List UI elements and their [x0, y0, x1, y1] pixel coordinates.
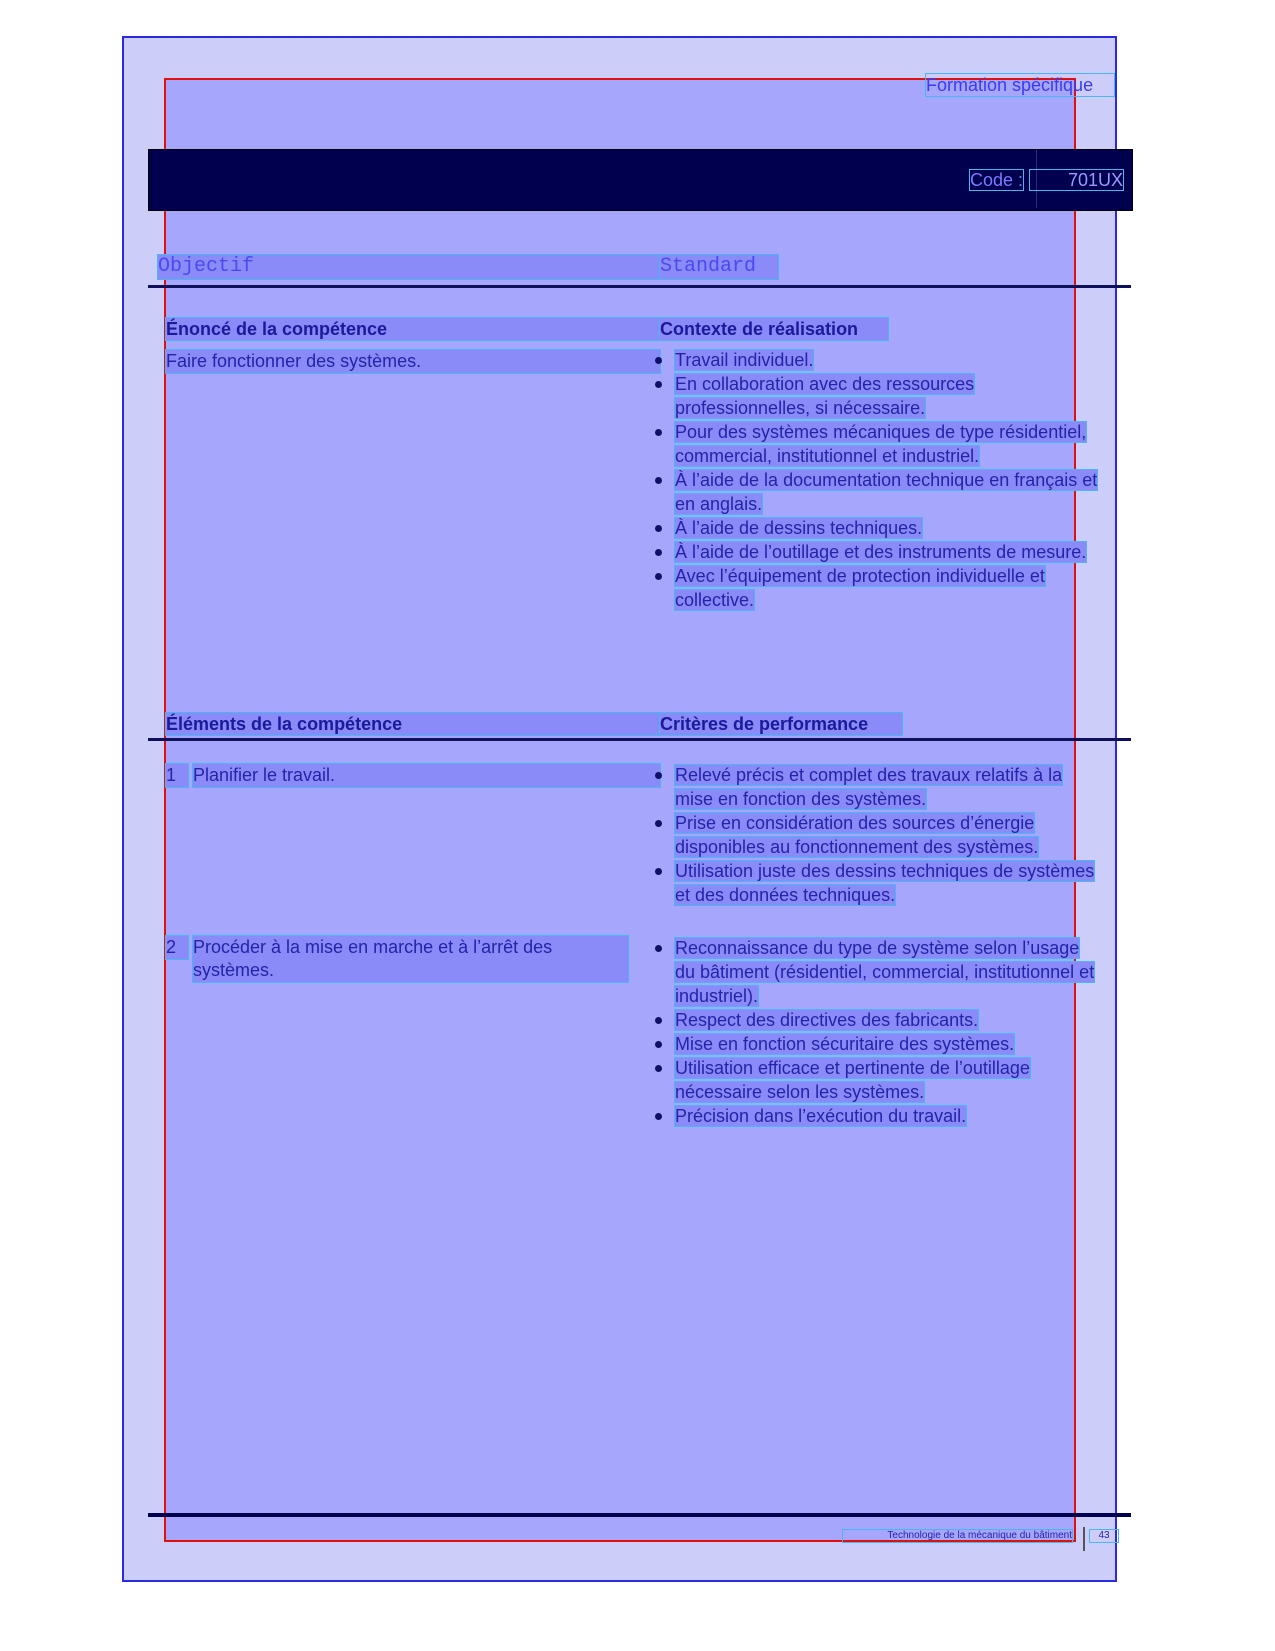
code-value: 701UX: [1030, 170, 1123, 190]
list-item: Utilisation juste des dessins techniques de systèmes et des données techniques.: [652, 859, 1102, 907]
page-number: 43: [1090, 1530, 1118, 1542]
list-item: Relevé précis et complet des travaux relatifs à la mise en fonction des systèmes.: [652, 763, 1102, 811]
element-number: 2: [166, 936, 188, 959]
element-text: Procéder à la mise en marche et à l’arrêt des systèmes.: [193, 936, 628, 982]
context-heading: Contexte de réalisation: [660, 318, 888, 340]
footer-rule: [148, 1513, 1131, 1517]
section-tag: Formation spécifique: [926, 74, 1114, 96]
competency-statement: Faire fonctionner des systèmes.: [166, 350, 660, 373]
elements-rule: [148, 738, 1131, 741]
list-item: Précision dans l’exécution du travail.: [652, 1104, 1102, 1128]
list-item: À l’aide de dessins techniques.: [652, 516, 1102, 540]
element-text: Planifier le travail.: [193, 764, 660, 787]
footer-separator: [1083, 1527, 1085, 1551]
criteria-list: [652, 763, 1102, 907]
list-item: Reconnaissance du type de système selon l’usage du bâtiment (résidentiel, commercial, institutionnel et industriel).: [652, 936, 1102, 1008]
heading-rule: [148, 285, 1131, 288]
footer-program: Technologie de la mécanique du bâtiment: [843, 1530, 1072, 1542]
list-item: Respect des directives des fabricants.: [652, 1008, 1102, 1032]
list-item: Pour des systèmes mécaniques de type résidentiel, commercial, institutionnel et industriel.: [652, 420, 1102, 468]
elements-heading: Éléments de la compétence: [166, 713, 660, 735]
statement-heading: Énoncé de la compétence: [166, 318, 660, 340]
list-item: Avec l’équipement de protection individuelle et collective.: [652, 564, 1102, 612]
list-item: À l’aide de la documentation technique en français et en anglais.: [652, 468, 1102, 516]
context-list: [652, 348, 1102, 612]
standard-heading: Standard: [660, 255, 778, 279]
list-item: Mise en fonction sécuritaire des systèmes.: [652, 1032, 1102, 1056]
criteria-heading: Critères de performance: [660, 713, 902, 735]
list-item: Prise en considération des sources d’énergie disponibles au fonctionnement des systèmes.: [652, 811, 1102, 859]
list-item: En collaboration avec des ressources professionnelles, si nécessaire.: [652, 372, 1102, 420]
list-item: Travail individuel.: [652, 348, 1102, 372]
code-label: Code :: [970, 170, 1024, 190]
element-number: 1: [166, 764, 188, 787]
list-item: Utilisation efficace et pertinente de l’outillage nécessaire selon les systèmes.: [652, 1056, 1102, 1104]
list-item: À l’aide de l’outillage et des instruments de mesure.: [652, 540, 1102, 564]
criteria-list: [652, 936, 1102, 1128]
objective-heading: Objectif: [158, 255, 660, 279]
